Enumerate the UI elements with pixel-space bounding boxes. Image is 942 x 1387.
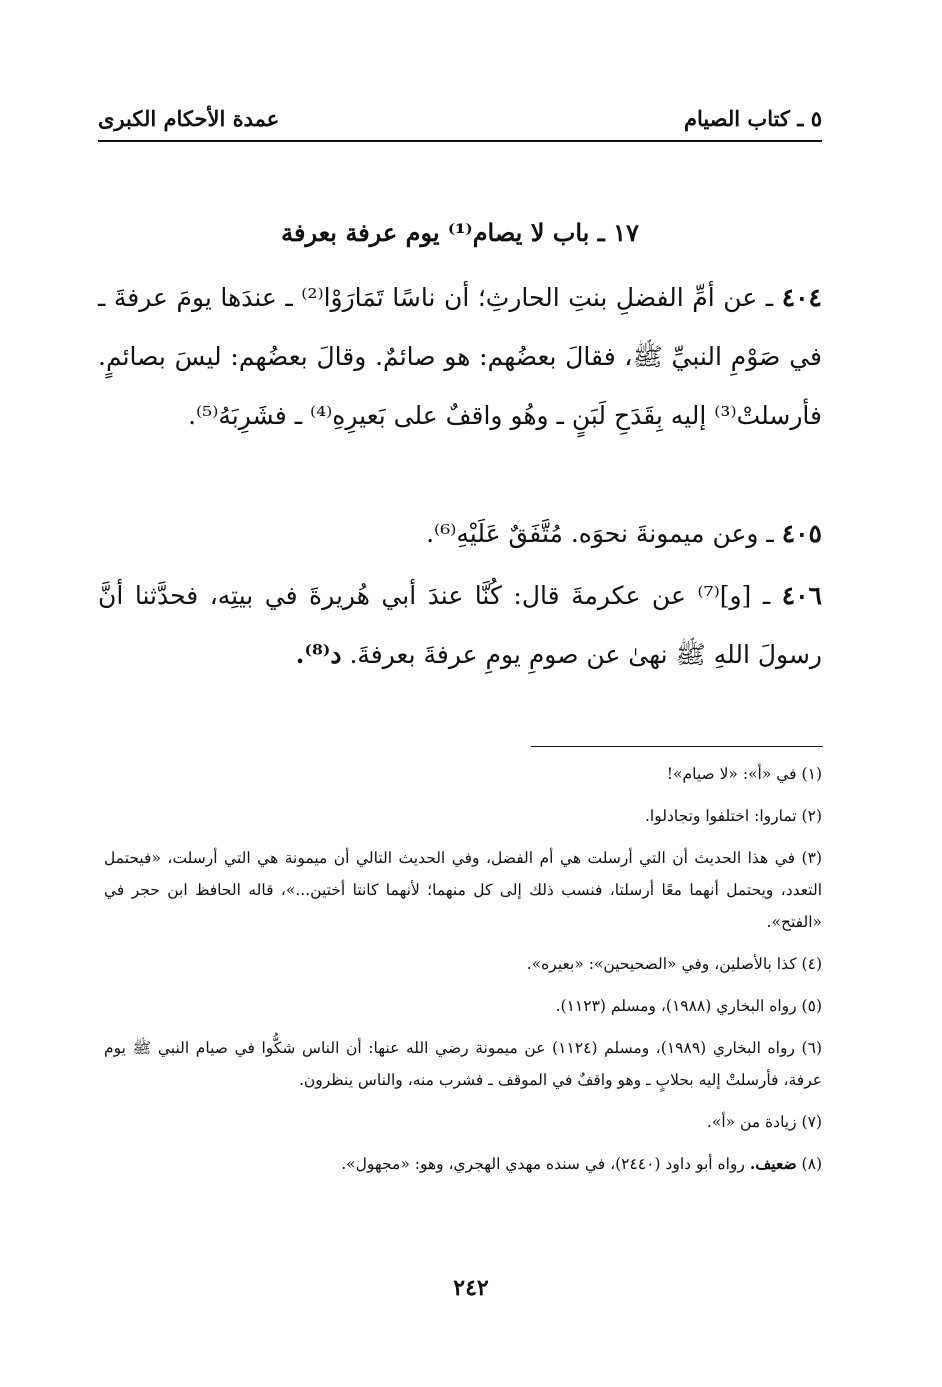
footnote-marker: (٣) [801, 849, 822, 867]
footnote-text: تماروا: اختلفوا وتجادلوا. [645, 807, 797, 825]
footnote-marker: (٢) [801, 807, 822, 825]
footnote-marker: (٥) [801, 997, 822, 1015]
header-book-title: عمدة الأحكام الكبرى [98, 106, 280, 131]
hadith-406 [98, 566, 822, 684]
hadith-number: ٤٠٦ [781, 581, 822, 610]
hadith-text: ـ وعن ميمونةَ نحوَه. مُتَّفَقٌ عَلَيْهِ⁽⁶⁾. [426, 519, 774, 548]
footnote-marker: (٦) [801, 1039, 822, 1057]
hadith-405 [98, 504, 822, 563]
footnote-text: زيادة من «أ». [706, 1113, 797, 1131]
page-number: ٢٤٢ [453, 1275, 489, 1301]
footnote [104, 1032, 822, 1096]
header-section-title: ٥ ـ كتاب الصيام [683, 106, 822, 131]
footnote-text: رواه البخاري (١٩٨٨)، ومسلم (١١٢٣). [555, 997, 797, 1015]
footnote [104, 842, 822, 938]
footnote-marker: (٧) [801, 1113, 822, 1131]
hadith-grade: د⁽⁸⁾. [295, 640, 342, 669]
footnote [104, 758, 822, 790]
footnote [104, 990, 822, 1022]
footnote [104, 800, 822, 832]
hadith-text: ـ عن أمِّ الفضلِ بنتِ الحارثِ؛ أن ناسًا تَمَارَوْا⁽²⁾ ـ عندَها يومَ عرفةَ ـ في صَوْمِ النبيِّ ﷺ، فقالَ بعضُهم: هو صائمٌ. وقالَ بعضُهم: ليسَ بصائمٍ. فأرسلتْ⁽³⁾ إليه بِقَدَحِ لَبَنٍ ـ وهُو واقفٌ على بَعيرِهِ⁽⁴⁾ ـ فشَرِبَهُ⁽⁵⁾. [98, 283, 822, 430]
footnote-text: رواه البخاري (١٩٨٩)، ومسلم (١١٢٤) عن ميمونة رضي الله عنها: أن الناس شكُّوا في صيام النبي ﷺ يوم عرفة، فأرسلتْ إليه بحلابٍ ـ وهو واقفٌ في الموقف ـ فشرب منه، والناس ينظرون. [104, 1039, 822, 1089]
footnote [104, 948, 822, 980]
footnote-text: كذا بالأصلين، وفي «الصحيحين»: «بعيره». [526, 955, 797, 973]
footnote-text: رواه أبو داود (٢٤٤٠)، في سنده مهدي الهجري، وهو: «مجهول». [341, 1155, 745, 1173]
hadith-text: ـ [و]⁽⁷⁾ عن عكرمةَ قال: كُنَّا عندَ أبي هُريرةَ في بيتِه، فحدَّثنا أنَّ رسولَ اللهِ ﷺ نهىٰ عن صومِ يومِ عرفةَ بعرفةَ. [98, 581, 822, 669]
hadith-number: ٤٠٥ [781, 519, 822, 548]
hadith-number: ٤٠٤ [781, 283, 822, 312]
footnote-text: في «أ»: «لا صيام»! [666, 765, 797, 783]
footnote-marker: (٤) [801, 955, 822, 973]
header-divider [98, 140, 822, 142]
running-header [98, 100, 822, 140]
footnote-marker: (٨) [801, 1155, 822, 1173]
footnotes [104, 758, 822, 1190]
hadith-404 [98, 268, 822, 445]
footnote-marker: (١) [801, 765, 822, 783]
footnote [104, 1148, 822, 1180]
footnote-text: في هذا الحديث أن التي أرسلت هي أم الفضل، وفي الحديث التالي أن ميمونة هي التي أرسلت، «فيحتمل التعدد، ويحتمل أنهما معًا أرسلتا، فنسب ذلك إلى كل منهما؛ لأنهما كانتا أختين...»، قاله الحافظ ابن حجر في «الفتح». [104, 849, 822, 931]
chapter-title: ١٧ ـ باب لا يصام⁽¹⁾ يوم عرفة بعرفة [281, 218, 639, 247]
footnote-divider [531, 746, 823, 747]
footnote [104, 1106, 822, 1138]
footnote-grade: ضعيف. [749, 1154, 797, 1173]
